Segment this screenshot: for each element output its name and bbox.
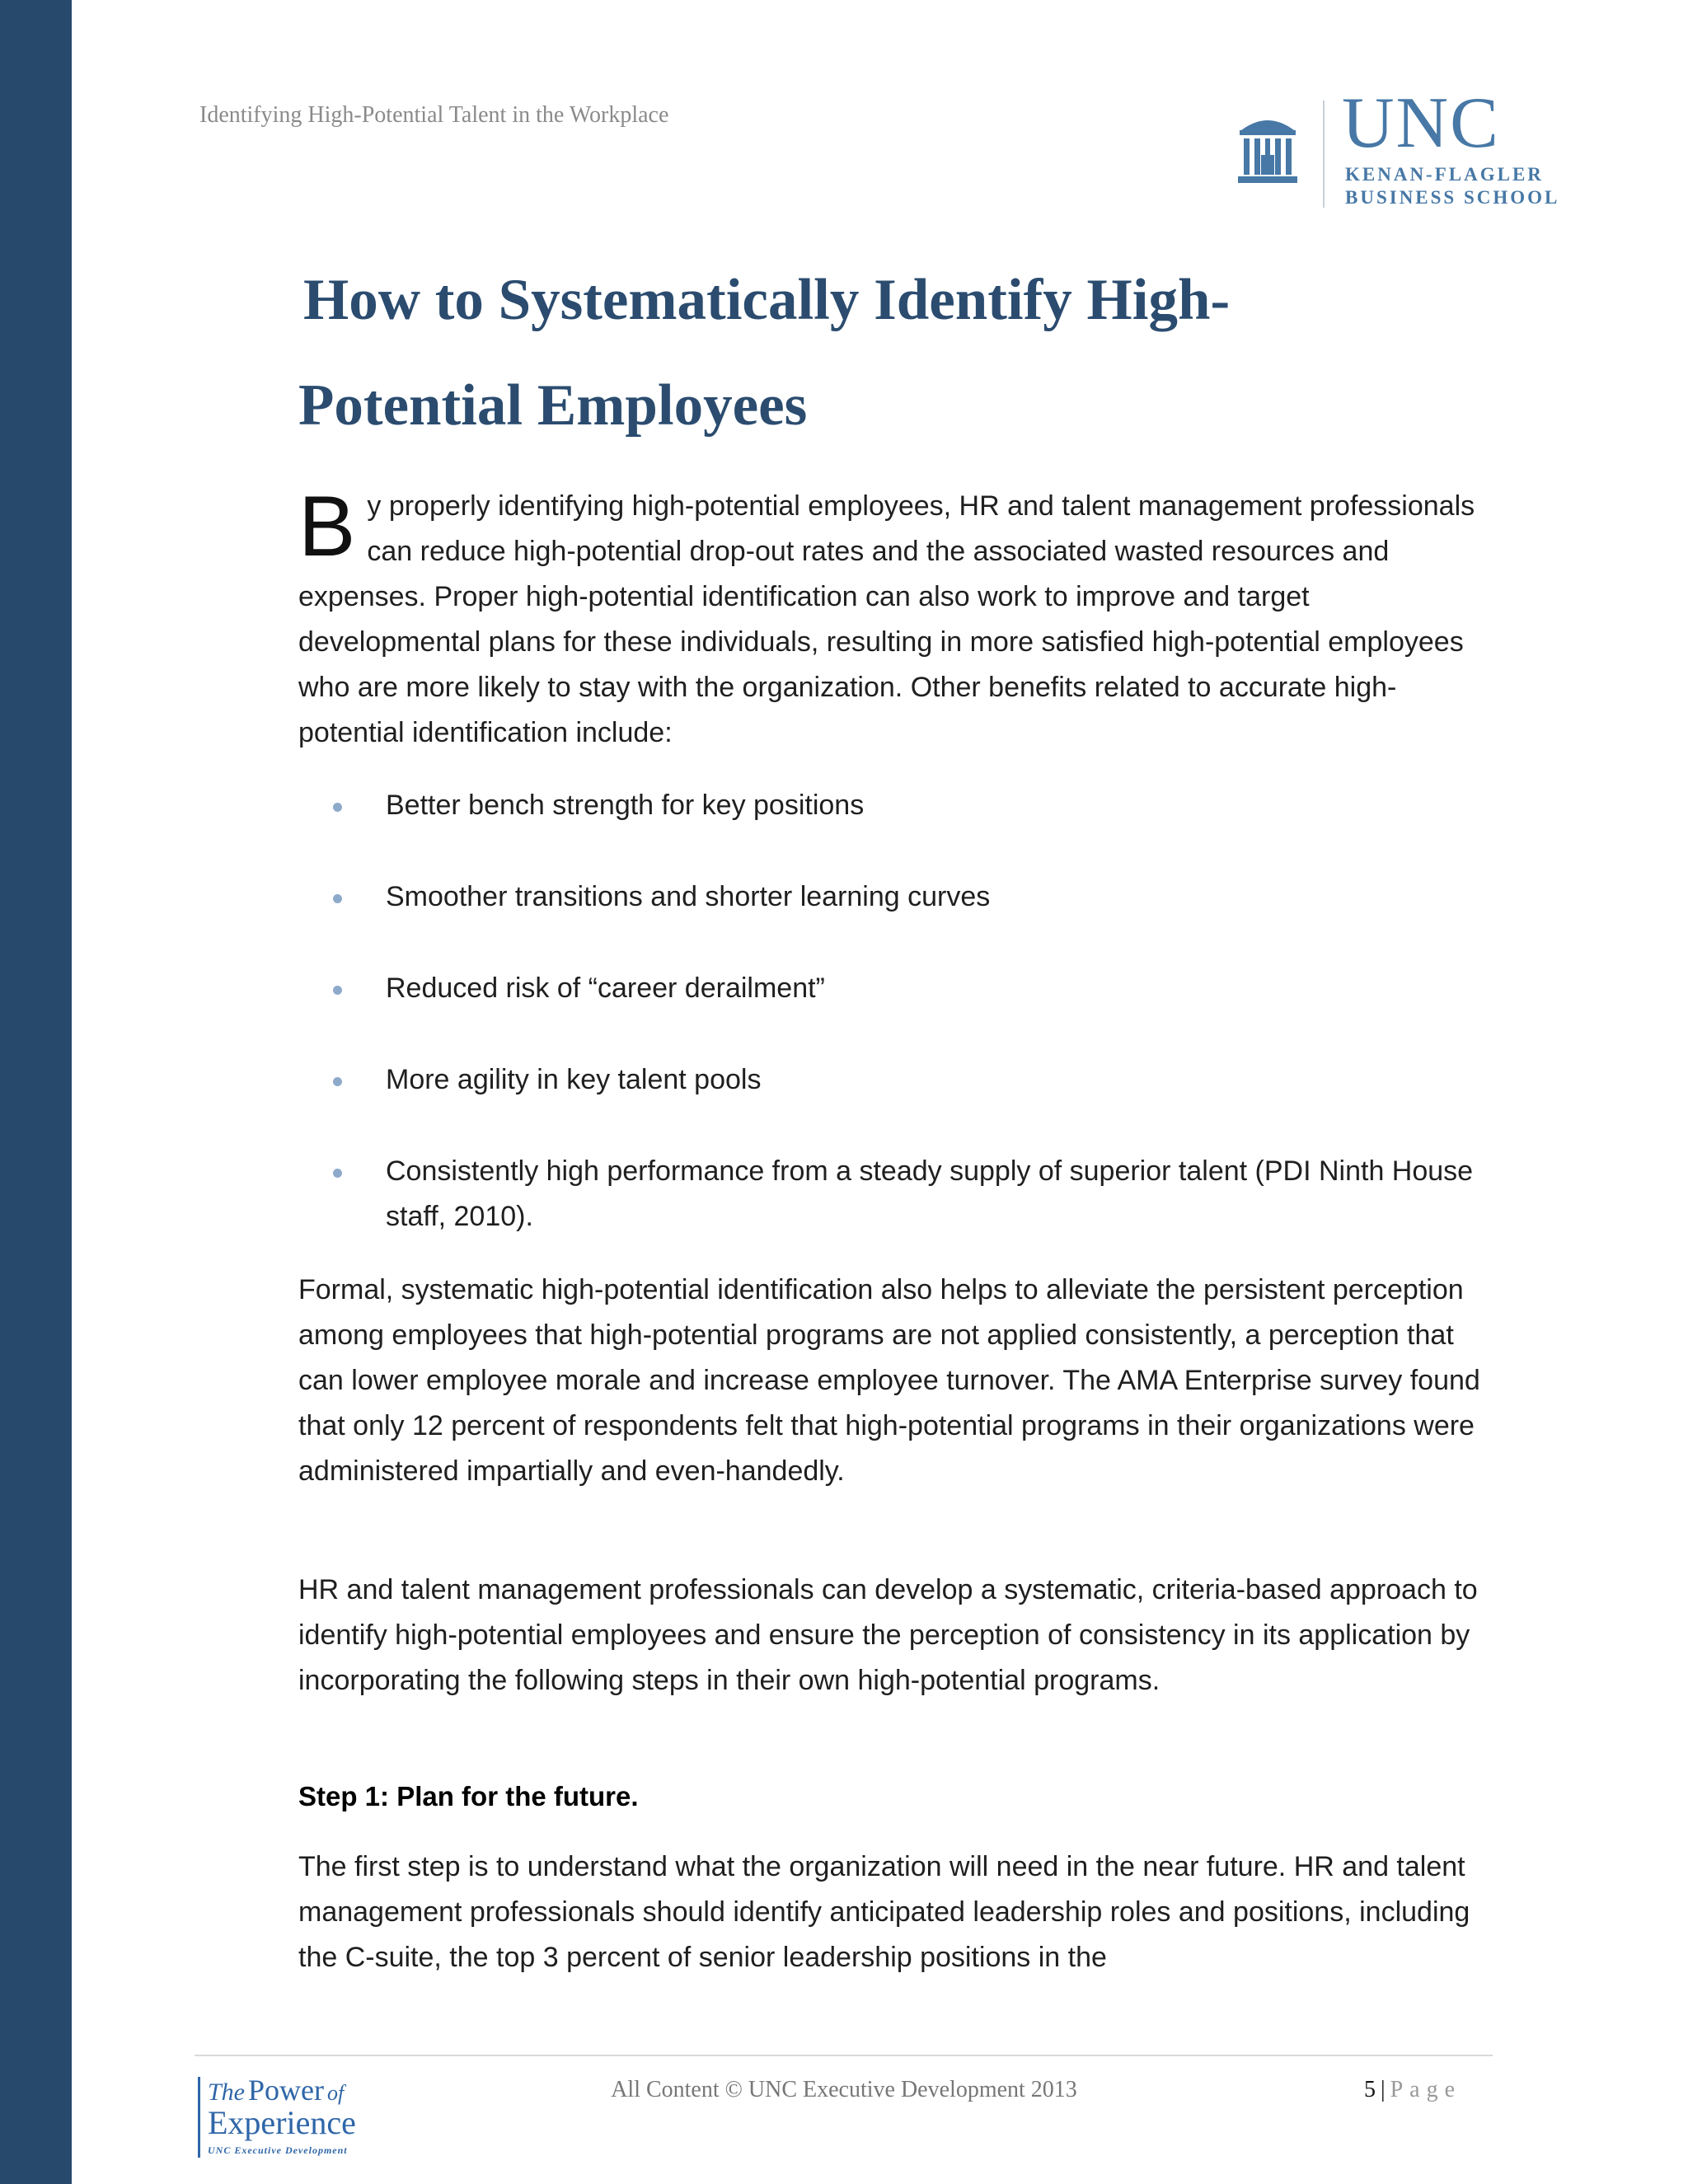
footer-copyright: All Content © UNC Executive Development 2013 [611,2077,1077,2102]
page-label: Page [1390,2077,1462,2102]
list-item: Smoother transitions and shorter learning curves [298,874,1485,920]
intro-text: y properly identifying high-potential employees, HR and talent management professionals can reduce high-potential drop-out rates and the associated wasted resources and expenses. Proper high-potential identification can also work to improve and target developmental plans for these individuals, resulting in more satisfied high-potential employees who are more likely to stay with the organization. Other benefits related to accurate high-potential identification include: [298,490,1475,748]
paragraph-plan-future: The first step is to understand what the organization will need in the near future. HR and talent management professionals should identify anticipated leadership roles and positions, including the C-suite, the top 3 percent of senior leadership positions in the [298,1851,1470,1973]
logo-divider [1323,101,1325,208]
step1-heading: Step 1: Plan for the future. [298,1781,639,1811]
page-separator: | [1381,2077,1386,2102]
title-line2: Potential Employees [298,373,808,438]
benefits-list [298,783,1485,1240]
intro-paragraph [298,479,1485,756]
footer-logo-line2: Experience [208,2104,356,2141]
logo-subtitle [1345,163,1559,209]
left-sidebar-band [0,0,72,2184]
footer-divider [195,2055,1493,2056]
footer-logo-tagline: UNC Executive Development [208,2144,348,2156]
page-number: 5 [1364,2077,1376,2102]
unc-kenan-flagler-logo [1236,83,1599,213]
footer-logo-line1: The Power of [208,2074,345,2107]
bullet-icon [333,803,342,812]
logo-subtitle-line1: KENAN-FLAGLER [1345,164,1544,185]
title-line1: How to Systematically Identify High- [303,268,1231,332]
page-title [298,247,1469,458]
list-item: Better bench strength for key positions [298,783,1485,828]
logo-subtitle-line2: BUSINESS SCHOOL [1345,187,1560,208]
logo-wordmark: UNC [1342,83,1500,163]
list-item: Consistently high performance from a steady supply of superior talent (PDI Ninth House staff, 2010). [298,1149,1485,1240]
drop-cap: B [298,479,356,574]
list-item: Reduced risk of “career derailment” [298,966,1485,1011]
old-well-icon [1236,105,1299,188]
footer-page-number [1364,2077,1461,2103]
list-item: More agility in key talent pools [298,1057,1485,1103]
paragraph-formal-identification: Formal, systematic high-potential identification also helps to alleviate the persistent perception among employees that high-potential programs are not applied consistently, a perception that can lower employee morale and increase employee turnover. The AMA Enterprise survey found that only 12 percent of respondents felt that high-potential programs in their organizations were administered impartially and even-handedly. [298,1274,1480,1487]
bullet-icon [333,1077,342,1086]
paragraph-systematic-approach: HR and talent management professionals can develop a systematic, criteria-based approach to identify high-potential employees and ensure the perception of consistency in its application by incorporating the following steps in their own high-potential programs. [298,1574,1478,1696]
bullet-icon [333,986,342,995]
running-header: Identifying High-Potential Talent in the Workplace [199,102,669,128]
bullet-icon [333,1169,342,1178]
bullet-icon [333,894,342,903]
